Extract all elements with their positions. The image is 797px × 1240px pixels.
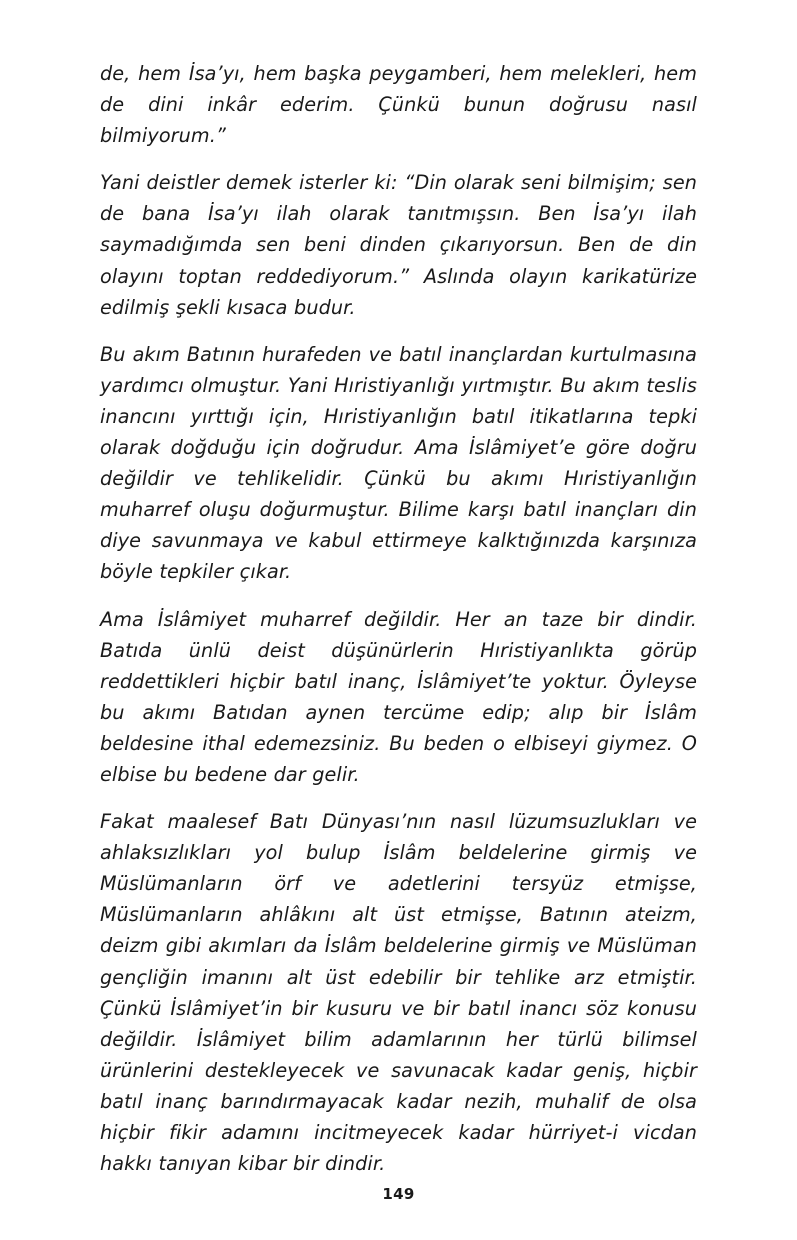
paragraph: de, hem İsa’yı, hem başka peygamberi, hem melekleri, hem de dini inkâr ederim. Çünkü bunun doğrusu nasıl bilmiyorum.” (100, 62, 697, 148)
paragraph: Yani deistler demek isterler ki: “Din olarak seni bilmişim; sen de bana İsa’yı ilah olarak tanıtmışsın. Ben İsa’yı ilah saymadığımda sen beni dinden çıkarıyorsun. Ben de din olayını toptan reddediyorum.” Aslında olayın karikatürize edilmiş şekli kısaca budur. (100, 171, 697, 319)
paragraph: Fakat maalesef Batı Dünyası’nın nasıl lüzumsuzlukları ve ahlaksızlıkları yol bulup İslâm beldelerine girmiş ve Müslümanların örf ve adetlerini tersyüz etmişse, Müslümanların ahlâkını alt üst etmişse, Batının ateizm, deizm gibi akımları da İslâm beldelerine girmiş ve Müslüman gençliğin imanını alt üst edebilir bir tehlike arz etmiştir. Çünkü İslâmiyet’in bir kusuru ve bir batıl inancı söz konusu değildir. İslâmiyet bilim adamlarının her türlü bilimsel ürünlerini destekleyecek ve savunacak kadar geniş, hiçbir batıl inanç barındırmayacak kadar nezih, muhalif de olsa hiçbir fikir adamını incitmeyecek kadar hürriyet-i vicdan hakkı tanıyan kibar bir dindir. (100, 810, 697, 1176)
page-number: 149 (382, 1185, 415, 1203)
body-text-column (100, 58, 697, 1179)
paragraph: Ama İslâmiyet muharref değildir. Her an taze bir dindir. Batıda ünlü deist düşünürlerin Hıristiyanlıkta görüp reddettikleri hiçbir batıl inanç, İslâmiyet’te yoktur. Öyleyse bu akımı Batıdan aynen tercüme edip; alıp bir İslâm beldesine ithal edemezsiniz. Bu beden o elbiseyi giymez. O elbise bu bedene dar gelir. (100, 607, 697, 786)
paragraph: Bu akım Batının hurafeden ve batıl inançlardan kurtulmasına yardımcı olmuştur. Yani Hıristiyanlığı yırtmıştır. Bu akım teslis inancını yırttığı için, Hıristiyanlığın batıl itikatlarına tepki olarak doğduğu için doğrudur. Ama İslâmiyet’e göre doğru değildir ve tehlikelidir. Çünkü bu akımı Hıristiyanlığın muharref oluşu doğurmuştur. Bilime karşı batıl inançları din diye savunmaya ve kabul ettirmeye kalktığınızda karşınıza böyle tepkiler çıkar. (100, 342, 697, 584)
